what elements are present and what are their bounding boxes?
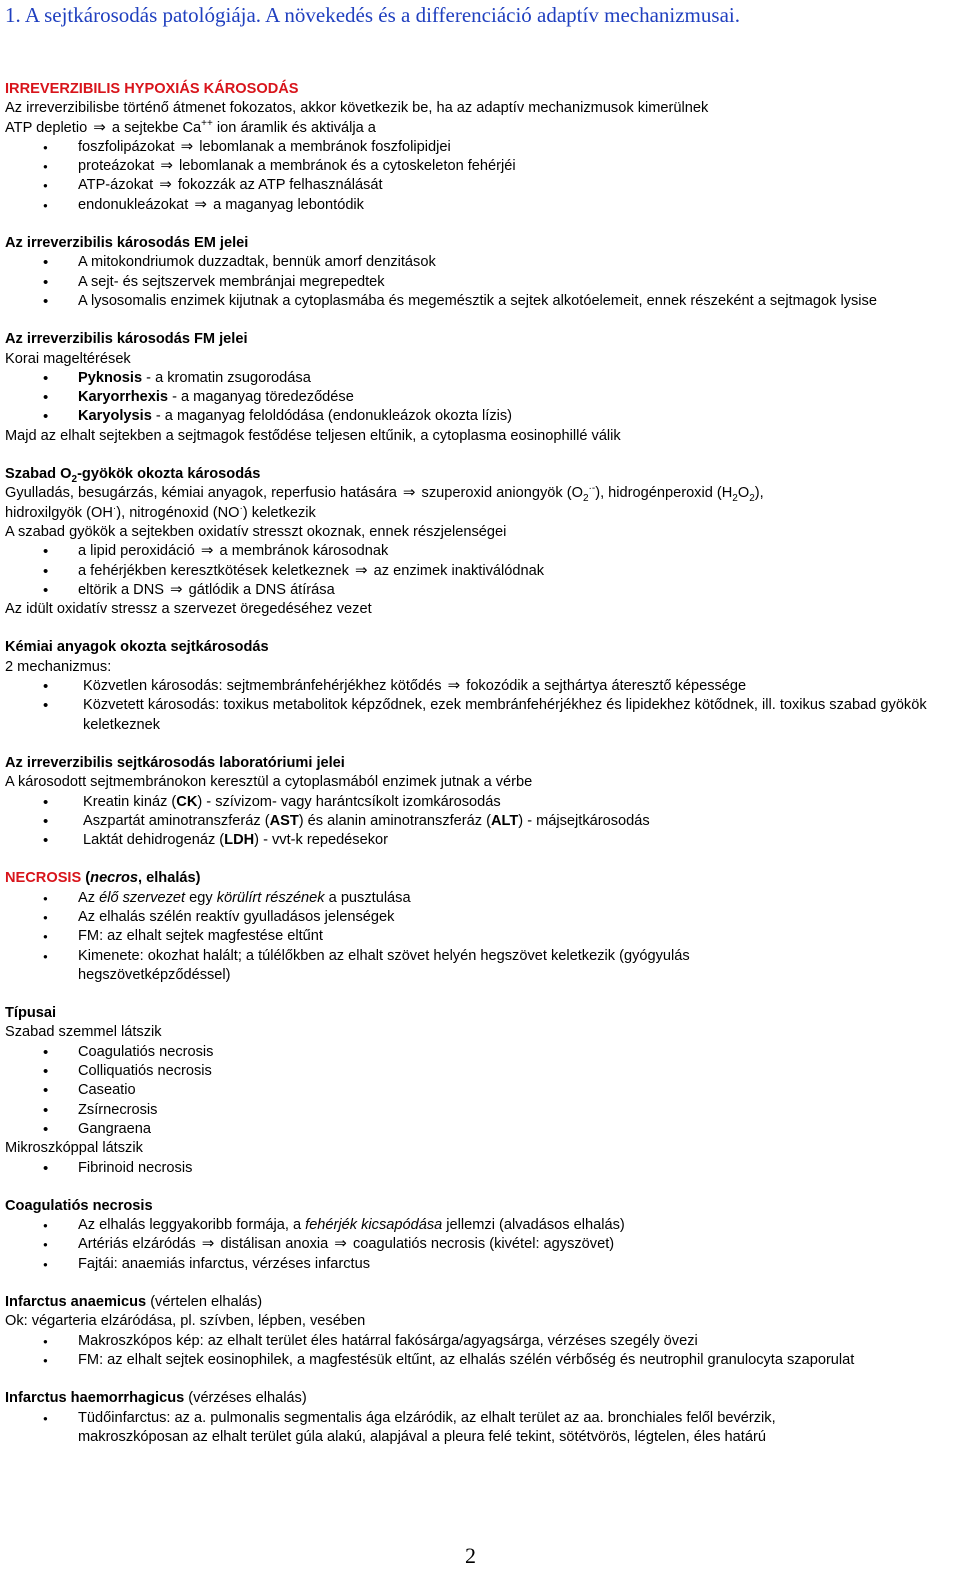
bullet-icon xyxy=(43,1255,48,1275)
subscript: 2 xyxy=(732,493,738,505)
section-heading-lab: Az irreverzibilis sejtkárosodás laboratóriumi jelei xyxy=(5,754,345,771)
bullet-icon xyxy=(43,407,48,427)
spacer xyxy=(5,311,955,330)
arrow-icon: ⇒ xyxy=(160,156,173,175)
text: ) - szívizom- vagy harántcsíkolt izomkárosodás xyxy=(197,793,501,810)
bullet-icon xyxy=(43,562,48,582)
text: Szabad O xyxy=(5,466,72,483)
paragraph xyxy=(5,504,955,523)
list-item xyxy=(5,562,955,581)
list-item xyxy=(5,1332,955,1351)
text: Az xyxy=(78,889,100,906)
spacer xyxy=(5,850,955,869)
list-item xyxy=(5,1043,955,1062)
list-item xyxy=(5,157,955,176)
bullet-icon xyxy=(43,1332,48,1352)
arrow-icon: ⇒ xyxy=(334,1234,347,1253)
text: , elhalás) xyxy=(138,870,201,887)
spacer xyxy=(5,446,955,465)
list-item xyxy=(5,908,955,927)
text: Infarctus anaemicus xyxy=(5,1294,147,1311)
text: az enzimek inaktiválódnak xyxy=(373,562,545,579)
list-item xyxy=(5,677,955,696)
list-item xyxy=(5,1235,955,1254)
list-item xyxy=(5,1255,955,1274)
term: Pyknosis xyxy=(78,369,143,386)
text: (vértelen elhalás) xyxy=(146,1294,263,1311)
bullet-icon xyxy=(43,947,48,967)
bullet-icon xyxy=(43,176,48,196)
text: ), hidrogénperoxid (H xyxy=(595,485,733,502)
bullet-icon xyxy=(43,138,48,158)
text: Gangraena xyxy=(78,1120,152,1137)
bullet-icon xyxy=(43,581,48,601)
text: a sejtekbe Ca xyxy=(111,119,202,136)
spacer xyxy=(5,1274,955,1293)
term: Karyorrhexis xyxy=(78,389,169,406)
bullet-icon xyxy=(43,292,48,312)
spacer xyxy=(5,1178,955,1197)
spacer xyxy=(5,735,955,754)
text: foszfolipázokat xyxy=(78,138,175,155)
list-item xyxy=(5,947,955,986)
list-item xyxy=(5,1120,955,1139)
text: ATP-ázokat xyxy=(78,177,154,194)
list-item xyxy=(5,273,955,292)
subscript: 2 xyxy=(749,493,755,505)
text: a lipid peroxidáció xyxy=(78,543,195,560)
section-heading-em: Az irreverzibilis károsodás EM jelei xyxy=(5,235,249,252)
spacer xyxy=(5,985,955,1004)
text: Az elhalás leggyakoribb formája, a xyxy=(78,1217,306,1234)
text: hidroxilgyök (OH xyxy=(5,504,113,521)
text: Kimenete: okozhat halált; a túlélőkben az elhalt szövet helyén hegszövet keletkezik (gyógyulás hegszövetképződéssel) xyxy=(78,947,690,983)
text: fokozzák az ATP felhasználását xyxy=(177,177,383,194)
section-heading-haemorrhagicus xyxy=(5,1389,955,1408)
arrow-icon: ⇒ xyxy=(355,560,368,579)
bullet-icon xyxy=(43,831,48,851)
text: Laktát dehidrogenáz ( xyxy=(83,832,225,849)
text: ( xyxy=(81,870,91,887)
bullet-icon xyxy=(43,1120,48,1140)
text: Makroszkópos kép: az elhalt terület éles határral fakósárga/agyagsárga, vérzéses szegély övezi xyxy=(78,1332,698,1349)
list-item xyxy=(5,793,955,812)
paragraph: Az idült oxidatív stressz a szervezet öregedéséhez vezet xyxy=(5,601,372,618)
text: - a maganyag feloldódása (endonukleázok okozta lízis) xyxy=(151,408,513,425)
text: Caseatio xyxy=(78,1082,136,1099)
section-heading-chem: Kémiai anyagok okozta sejtkárosodás xyxy=(5,639,269,656)
list-item xyxy=(5,696,955,735)
text: a maganyag lebontódik xyxy=(213,196,364,213)
arrow-icon: ⇒ xyxy=(201,1234,215,1253)
text: FM: az elhalt sejtek eosinophilek, a magfestésük eltűnt, az elhalás szélén vérbőség és neutrophil granulocyta szaporulat xyxy=(78,1351,855,1368)
paragraph xyxy=(5,484,955,503)
text: proteázokat xyxy=(78,158,155,175)
spacer xyxy=(5,619,955,638)
list-item xyxy=(5,369,955,388)
text: -gyökök okozta károsodás xyxy=(77,466,261,483)
text: A sejt- és sejtszervek membránjai megrepedtek xyxy=(78,273,385,290)
text: a fehérjékben keresztkötések keletkeznek xyxy=(78,562,349,579)
text: egy xyxy=(185,889,217,906)
list-item xyxy=(5,927,955,946)
text: ), xyxy=(754,485,764,502)
superscript: ·- xyxy=(588,483,596,495)
abbr: AST xyxy=(269,812,299,829)
arrow-icon: ⇒ xyxy=(170,579,183,598)
text: a membránok károsodnak xyxy=(219,543,389,560)
subscript: 2 xyxy=(582,493,589,505)
bullet-icon xyxy=(43,388,48,408)
list-item xyxy=(5,1351,955,1370)
section-heading-irreverzibilis: IRREVERZIBILIS HYPOXIÁS KÁROSODÁS xyxy=(5,81,299,97)
text: FM: az elhalt sejtek magfestése eltűnt xyxy=(78,928,323,945)
text: Fajtái: anaemiás infarctus, vérzéses infarctus xyxy=(78,1255,370,1272)
bullet-icon xyxy=(43,253,48,273)
abbr: LDH xyxy=(224,832,255,849)
list-item xyxy=(5,407,955,426)
superscript: · xyxy=(239,502,243,514)
paragraph: A szabad gyökök a sejtekben oxidatív stresszt okoznak, ennek részjelenségei xyxy=(5,523,507,540)
arrow-icon: ⇒ xyxy=(194,194,207,213)
arrow-icon: ⇒ xyxy=(180,136,194,155)
spacer xyxy=(5,215,955,234)
arrow-icon: ⇒ xyxy=(200,541,214,560)
paragraph: Majd az elhalt sejtekben a sejtmagok festődése teljesen eltűnik, a cytoplasma eosinophillé válik xyxy=(5,427,621,444)
superscript: ++ xyxy=(201,117,213,129)
section-heading-tipusai: Típusai xyxy=(5,1005,57,1022)
document-body xyxy=(5,80,955,1447)
text: ion áramlik és aktiválja a xyxy=(212,119,376,136)
bullet-icon xyxy=(43,1351,48,1371)
list-item xyxy=(5,138,955,157)
text: A mitokondriumok duzzadtak, bennük amorf denzitások xyxy=(78,254,436,271)
text: lebomlanak a membránok foszfolipidjei xyxy=(199,138,451,155)
text: Coagulatiós necrosis xyxy=(78,1043,214,1060)
section-heading-anaemicus xyxy=(5,1293,955,1312)
bullet-icon xyxy=(43,1062,48,1082)
text: szuperoxid aniongyök (O xyxy=(421,485,583,502)
text: Kreatin kináz ( xyxy=(83,793,177,810)
paragraph: Az irreverzibilisbe történő átmenet fokozatos, akkor következik be, ha az adaptív mechanizmusok kimerülnek xyxy=(5,100,709,117)
bullet-icon xyxy=(43,542,48,562)
bullet-icon xyxy=(43,1159,48,1179)
arrow-icon: ⇒ xyxy=(402,483,416,502)
text: ), nitrogénoxid (NO xyxy=(116,504,240,521)
bullet-icon xyxy=(43,1101,48,1121)
section-heading-o2 xyxy=(5,465,955,484)
list-item xyxy=(5,812,955,831)
text: Fibrinoid necrosis xyxy=(78,1159,193,1176)
text: fokozódik a sejthártya áteresztő képessége xyxy=(466,678,747,695)
text: eltörik a DNS xyxy=(78,581,164,598)
bullet-icon xyxy=(43,793,48,813)
text: Colliquatiós necrosis xyxy=(78,1063,212,1080)
arrow-icon: ⇒ xyxy=(159,175,172,194)
arrow-icon: ⇒ xyxy=(93,117,106,136)
paragraph: Mikroszkóppal látszik xyxy=(5,1140,143,1157)
paragraph: A károsodott sejtmembránokon keresztül a cytoplasmából enzimek jutnak a vérbe xyxy=(5,774,533,791)
list-item xyxy=(5,196,955,215)
text: Az elhalás szélén reaktív gyulladásos jelenségek xyxy=(78,908,395,925)
paragraph: Korai mageltérések xyxy=(5,350,131,367)
text: lebomlanak a membránok és a cytoskeleton fehérjéi xyxy=(178,158,516,175)
page-number: 2 xyxy=(465,1543,476,1568)
text: ) és alanin aminotranszferáz ( xyxy=(298,812,491,829)
subscript: 2 xyxy=(71,473,78,485)
bullet-icon xyxy=(43,889,48,909)
list-item xyxy=(5,388,955,407)
text: körülírt részének xyxy=(216,889,325,906)
list-item xyxy=(5,1216,955,1235)
text: ATP depletio xyxy=(5,119,88,136)
abbr: CK xyxy=(176,793,198,810)
bullet-icon xyxy=(43,157,48,177)
list-item xyxy=(5,581,955,600)
text: (vérzéses elhalás) xyxy=(184,1390,307,1407)
bullet-icon xyxy=(43,1216,48,1236)
bullet-icon xyxy=(43,1235,48,1255)
superscript: · xyxy=(112,502,117,514)
bullet-icon xyxy=(43,696,48,716)
text: ) - májsejtkárosodás xyxy=(518,812,650,829)
paragraph: Ok: végarteria elzáródása, pl. szívben, lépben, vesében xyxy=(5,1313,366,1330)
list-item xyxy=(5,253,955,272)
list-item xyxy=(5,176,955,195)
paragraph: 2 mechanizmus: xyxy=(5,658,112,675)
term: Karyolysis xyxy=(78,408,152,425)
paragraph xyxy=(5,119,955,138)
text: fehérjék kicsapódása xyxy=(305,1217,443,1234)
section-heading-coag: Coagulatiós necrosis xyxy=(5,1197,153,1214)
text: gátlódik a DNS átírása xyxy=(188,581,335,598)
abbr: ALT xyxy=(490,812,519,829)
text: Közvetett károsodás: toxikus metabolitok képződnek, ezek membránfehérjékhez és lipidekhez kötődnek, ill. toxikus szabad gyökök keletkeznek xyxy=(83,697,927,733)
list-item xyxy=(5,889,955,908)
text: ) keletkezik xyxy=(242,504,316,521)
list-item xyxy=(5,292,955,311)
section-heading-necrosis xyxy=(5,869,955,888)
list-item xyxy=(5,831,955,850)
text: NECROSIS xyxy=(5,870,82,887)
text: necros xyxy=(90,870,139,887)
list-item xyxy=(5,1101,955,1120)
bullet-icon xyxy=(43,908,48,928)
text: coagulatiós necrosis (kivétel: agyszövet) xyxy=(352,1236,615,1253)
bullet-icon xyxy=(43,273,48,293)
text: distálisan anoxia xyxy=(220,1236,329,1253)
list-item xyxy=(5,1409,955,1448)
bullet-icon xyxy=(43,196,48,216)
text: Gyulladás, besugárzás, kémiai anyagok, reperfusio hatására xyxy=(5,485,397,502)
text: - a kromatin zsugorodása xyxy=(142,369,311,386)
text: O xyxy=(737,485,750,502)
list-item xyxy=(5,542,955,561)
text: a pusztulása xyxy=(324,889,411,906)
list-item xyxy=(5,1062,955,1081)
text: Artériás elzáródás xyxy=(78,1236,196,1253)
text: Aszpartát aminotranszferáz ( xyxy=(83,812,270,829)
paragraph: Szabad szemmel látszik xyxy=(5,1024,162,1041)
text: Tüdőinfarctus: az a. pulmonalis segmentalis ága elzáródik, az elhalt terület az aa. bronchiales felől bevérzik, makroszkóposan az elhalt terület gúla alakú, alapjával a pleura felé tekint, sötétvörös, légtelen, éles határú xyxy=(78,1409,776,1445)
text: ) - vvt-k repedésekor xyxy=(254,832,388,849)
text: - a maganyag töredeződése xyxy=(168,389,354,406)
text: Infarctus haemorrhagicus xyxy=(5,1390,185,1407)
bullet-icon xyxy=(43,369,48,389)
list-item xyxy=(5,1081,955,1100)
text: endonukleázokat xyxy=(78,196,189,213)
arrow-icon: ⇒ xyxy=(447,676,461,695)
text: Zsírnecrosis xyxy=(78,1101,158,1118)
list-item xyxy=(5,1159,955,1178)
bullet-icon xyxy=(43,812,48,832)
section-heading-fm: Az irreverzibilis károsodás FM jelei xyxy=(5,331,248,348)
text: jellemzi (alvadásos elhalás) xyxy=(442,1217,625,1234)
bullet-icon xyxy=(43,677,48,697)
bullet-icon xyxy=(43,1043,48,1063)
spacer xyxy=(5,1370,955,1389)
bullet-icon xyxy=(43,1409,48,1429)
text: élő szervezet xyxy=(99,889,186,906)
text: A lysosomalis enzimek kijutnak a cytoplasmába és megemésztik a sejtek alkotóelemeit, ennek részeként a sejtmagok lysise xyxy=(78,292,877,309)
page-title: 1. A sejtkárosodás patológiája. A növekedés és a differenciáció adaptív mechanizmusai. xyxy=(5,3,740,27)
bullet-icon xyxy=(43,1081,48,1101)
text: Közvetlen károsodás: sejtmembránfehérjékhez kötődés xyxy=(83,678,442,695)
bullet-icon xyxy=(43,927,48,947)
